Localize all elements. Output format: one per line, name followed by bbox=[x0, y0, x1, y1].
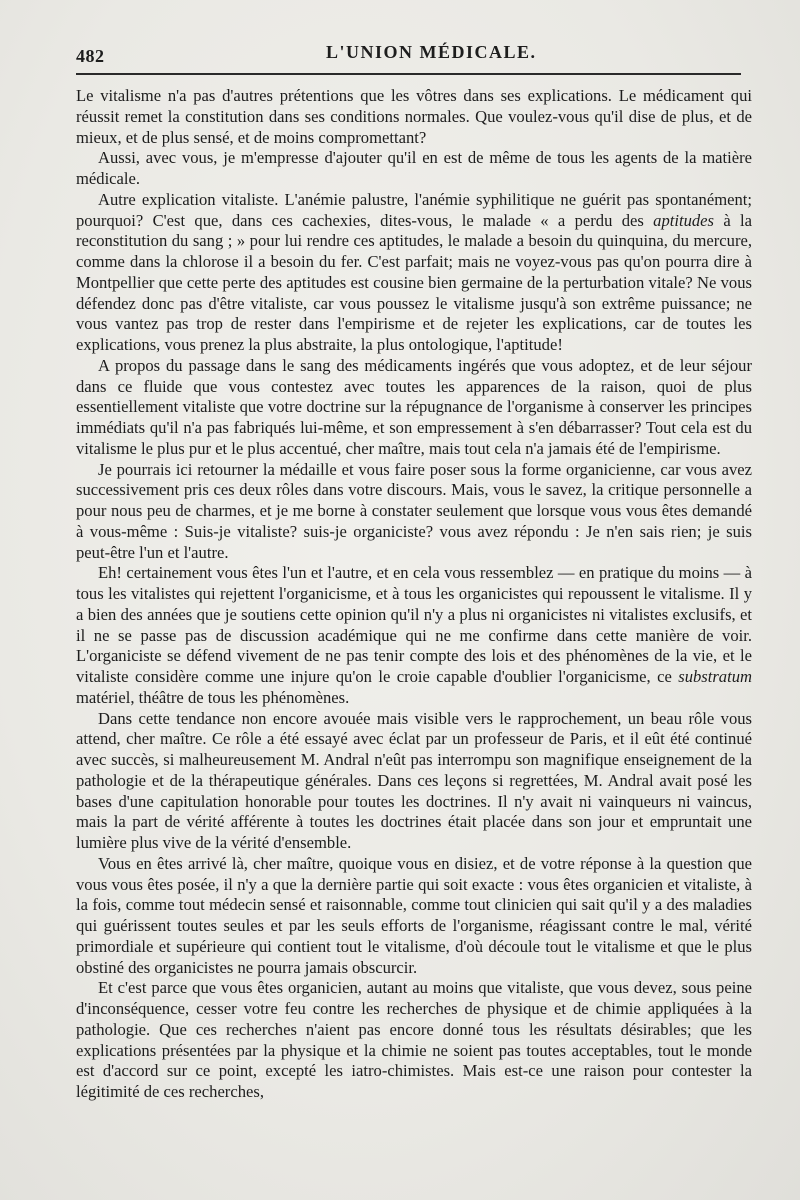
body-text bbox=[76, 86, 752, 1103]
italic-term: aptitudes bbox=[653, 210, 714, 230]
paragraph: Aussi, avec vous, je m'empresse d'ajouter qu'il en est de même de tous les agents de la matière médicale. bbox=[76, 148, 752, 188]
paragraph-text: matériel, théâtre de tous les phénomènes. bbox=[76, 687, 350, 707]
paragraph: Vous en êtes arrivé là, cher maître, quoique vous en disiez, et de votre réponse à la question que vous vous êtes posée, il n'y a que la dernière partie qui soit exacte : vous êtes organicien et vitaliste, à la fois, comme tout médecin sensé et raisonnable, comme tout clinicien qui sait qu'il y a des maladies qui guérissent toutes seules et par les seuls efforts de l'organisme, réagissant contre le mal, vérité primordiale et supérieure qui contient tout le vitalisme, d'où découle tout le vitalisme et que le plus obstiné des organicistes ne pourra jamais obscurcir. bbox=[76, 853, 752, 977]
paragraph-text: à la reconstitution du sang ; » pour lui rendre ces aptitudes, le malade a besoin du quinquina, du mercure, comme dans la chlorose il a besoin du fer. C'est parfait; mais ne voyez-vous pas qu'on pourra dire à Montpellier que cette perte des aptitudes est cousine bien germaine de la perturbation vitale? Ne vous défendez donc pas d'être vitaliste, car vous poussez le vitalisme jusqu'à son extrême puissance; ne vous vantez pas trop de rester dans l'empirisme et de rejeter les explications, car de toutes les explications, vous prenez la plus abstraite, la plus ontologique, l'aptitude! bbox=[76, 210, 752, 354]
paragraph: Dans cette tendance non encore avouée mais visible vers le rapprochement, un beau rôle vous attend, cher maître. Ce rôle a été essayé avec éclat par un professeur de Paris, et il eût été continué avec succès, si malheureusement M. Andral n'eût pas interrompu son magnifique enseignement de la pathologie et de la thérapeutique générales. Dans ces leçons si regrettées, M. Andral avait posé les bases d'une capitulation honorable pour toutes les doctrines. Il n'y avait ni vainqueurs ni vaincus, mais la part de vérité afférente à toutes les doctrines était placée dans son jour et empruntait une lumière plus vive de la vérité d'ensemble. bbox=[76, 708, 752, 852]
paragraph bbox=[76, 190, 752, 356]
paragraph bbox=[76, 563, 752, 708]
paragraph: A propos du passage dans le sang des médicaments ingérés que vous adoptez, et de leur séjour dans ce fluide que vous contestez avec toutes les apparences de la raison, quoi de plus essentiellement vitaliste que votre doctrine sur la répugnance de l'organisme à conserver les principes immédiats qu'il n'a pas fabriqués lui-même, et son empressement à s'en débarrasser? Tout cela est du vitalisme le plus pur et le plus accentué, cher maître, mais tout cela n'a jamais été de l'empirisme. bbox=[76, 355, 752, 458]
paragraph: Je pourrais ici retourner la médaille et vous faire poser sous la forme organicienne, car vous avez successivement pris ces deux rôles dans votre discours. Mais, vous le savez, la critique personnelle a pour nous peu de charmes, et je me borne à constater seulement que lorsque vous vous êtes demandé à vous-même : Suis-je vitaliste? suis-je organiciste? vous avez répondu : Je n'en sais rien; je suis peut-être l'un et l'autre. bbox=[76, 459, 752, 562]
page-number: 482 bbox=[76, 46, 105, 66]
running-title: L'UNION MÉDICALE. bbox=[326, 42, 537, 62]
page-header bbox=[76, 38, 756, 68]
paragraph-text: Eh! certainement vous êtes l'un et l'autre, et en cela vous ressemblez — en pratique du moins — à tous les vitalistes qui rejettent l'organicisme, et à tous les organicistes qui repoussent le vitalisme. Il y a bien des années que je soutiens cette opinion qu'il n'y a plus ni organicistes ni vitalistes exclusifs, et il ne se passe pas de discussion académique qui ne me confirme dans cette manière de voir. L'organiciste se défend vivement de ne pas tenir compte des lois et des phénomènes de la vie, et le vitaliste considère comme une injure qu'on le croie capable d'oublier l'organicisme, ce bbox=[76, 563, 752, 686]
paragraph-text: Autre explication vitaliste. L'anémie palustre, l'anémie syphilitique ne guérit pas spontanément; pourquoi? C'est que, dans ces cachexies, dites-vous, le malade « a perdu des bbox=[76, 189, 752, 230]
paragraph: Le vitalisme n'a pas d'autres prétentions que les vôtres dans ses explications. Le médicament qui réussit remet la constitution dans ses conditions normales. Que voulez-vous qu'il dise de plus, et de mieux, et de plus sensé, et de moins compromettant? bbox=[76, 86, 752, 147]
italic-term: substratum bbox=[678, 667, 752, 686]
header-rule bbox=[76, 73, 741, 75]
paragraph: Et c'est parce que vous êtes organicien, autant au moins que vitaliste, que vous devez, sous peine d'inconséquence, cesser votre feu contre les recherches de physique et de chimie appliquées à la pathologie. Que ces recherches n'aient pas encore donné tous les résultats désirables; que les explications présentées par la physique et la chimie ne soient pas toutes acceptables, tout le monde est d'accord sur ce point, excepté les iatro-chimistes. Mais est-ce une raison pour contester la légitimité de ces recherches, bbox=[76, 978, 752, 1101]
